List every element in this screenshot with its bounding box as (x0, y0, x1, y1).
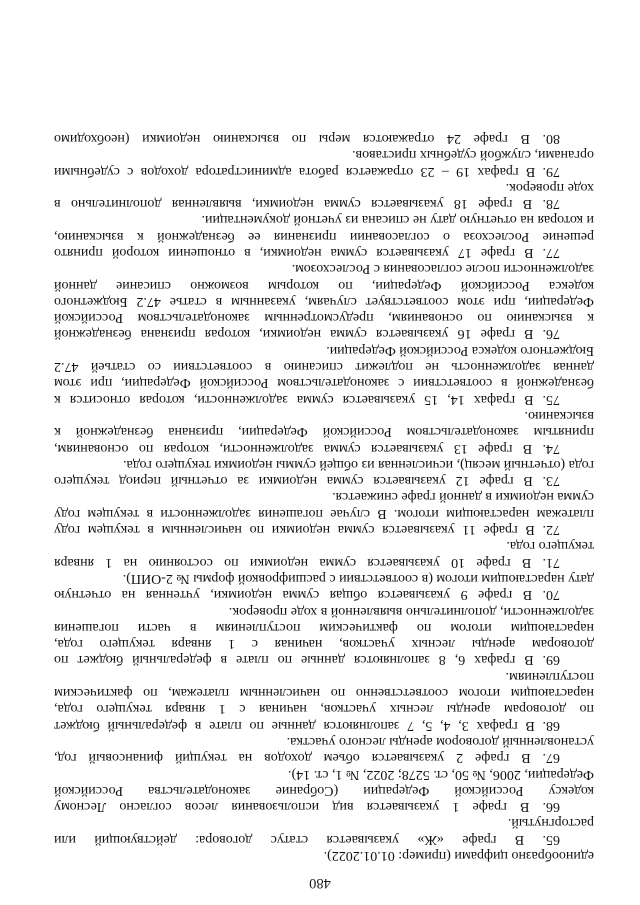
text-line: текущего года. (506, 538, 594, 554)
text-line: 65. В графе «Ж» указывается статус договора: действующий или (54, 831, 560, 847)
text-line: нарастающим итогом по фактическим поступлениям в части погашения (54, 619, 594, 635)
text-line: 77. В графе 17 указывается сумма недоимки, в отношении которой принято (54, 245, 560, 261)
text-line: Бюджетного кодекса Российской Федерации. (326, 342, 594, 358)
text-line: единообразно цифрами (пример: 01.01.2022). (323, 848, 594, 863)
text-line: кодекса Российской Федерации, по которым возможно списание данной (54, 277, 594, 293)
text-line: и которая на отчетную дату не списана из учетной документации. (201, 212, 594, 228)
text-line: 68. В графах 3, 4, 5, 7 заполняются данные по плате в федеральный бюджет (54, 717, 560, 733)
text-line: безнадежной в соответствии с законодательством Российской Федерации, при этом (54, 375, 594, 391)
text-line: по договорам аренды лесных участков, начиная с 1 января текущего года, (54, 701, 594, 717)
text-line: установленный договором аренды лесного участка. (286, 733, 594, 749)
text-line: сумма недоимки в данной графе снижается. (332, 489, 594, 505)
text-line: кодексу Российской Федерации (Собрание законодательства Российской (54, 782, 594, 798)
text-line: данная задолженность не подлежит списанию в соответствии со статьей 47.2 (54, 359, 594, 375)
text-line: взысканию. (524, 407, 594, 423)
page-number: 480 (309, 875, 331, 891)
text-line: 73. В графе 12 указывается сумма недоимки за отчетный период текущего (54, 473, 560, 489)
text-line: решение Рослесхоза о согласовании признания ее безнадежной к взысканию, (54, 228, 594, 244)
text-line: 69. В графах 6, 8 заполняются данные по плате в федеральный бюджет по (54, 652, 560, 668)
text-line: органами, службой судебных приставов. (352, 147, 594, 163)
text-line: поступлениям. (505, 668, 594, 684)
text-line: 78. В графе 18 указывается сумма недоимки, выявленная дополнительно в (54, 196, 560, 212)
text-line: года (отчетный месяц), исчисленная из общей суммы недоимки текущего года. (123, 456, 594, 472)
text-line: принятым законодательством Российской Федерации, признана безнадежной к (54, 424, 594, 440)
text-line: 67. В графе 2 указывается объем доходов на текущий финансовый год, (54, 750, 560, 766)
text-line: Федерации, при этом соответствует случаям, указанным в статье 47.2 Бюджетного (54, 293, 594, 309)
text-line: 74. В графе 13 указывается сумма задолженности, которая по основаниям, (54, 440, 560, 456)
text-line: платежам нарастающим итогом. В случае погашения задолженности в текущем году (54, 505, 594, 521)
text-line: 70. В графе 9 указывается общая сумма недоимки, учтенная на отчетную (54, 587, 560, 603)
text-line: 71. В графе 10 указывается сумма недоимки по состоянию на 1 января (54, 554, 560, 570)
text-line: 75. В графах 14, 15 указывается сумма задолженности, которая относится к (54, 391, 560, 407)
text-line: 72. В графе 11 указывается сумма недоимки по начисленным в текущем году (54, 522, 560, 538)
text-line: ходе проверок. (505, 179, 594, 195)
text-line: расторгнутый. (507, 815, 594, 831)
text-line: к взысканию по основаниям, предусмотренным законодательством Российской (54, 310, 594, 326)
text-line: нарастающим итогом соответственно по начисленным платежам, по фактическим (54, 685, 594, 701)
text-line: 80. В графе 24 отражаются меры по взысканию недоимки (необходимо (54, 130, 560, 146)
text-line: задолженности после согласования с Рослесхозом. (291, 261, 594, 277)
text-line: договорам аренды лесных участков, начиная с 1 января текущего года, (54, 636, 594, 652)
text-line: 79. В графах 19 – 23 отражается работа администратора доходов с судебными (54, 163, 560, 179)
text-line: Федерации, 2006, № 50, ст. 5278; 2022, № 1, ст. 14). (288, 766, 594, 782)
text-line: задолженности, дополнительно выявленной в ходе проверок. (228, 603, 594, 619)
text-line: дату нарастающим итогом (в соответствии с расшифровкой формы № 2-ОИП). (122, 570, 594, 586)
document-body (54, 130, 594, 863)
text-line: 76. В графе 16 указывается сумма недоимки, которая признана безнадежной (54, 326, 560, 342)
text-line: 66. В графе 1 указывается вид использования лесов согласно Лесному (54, 799, 560, 815)
